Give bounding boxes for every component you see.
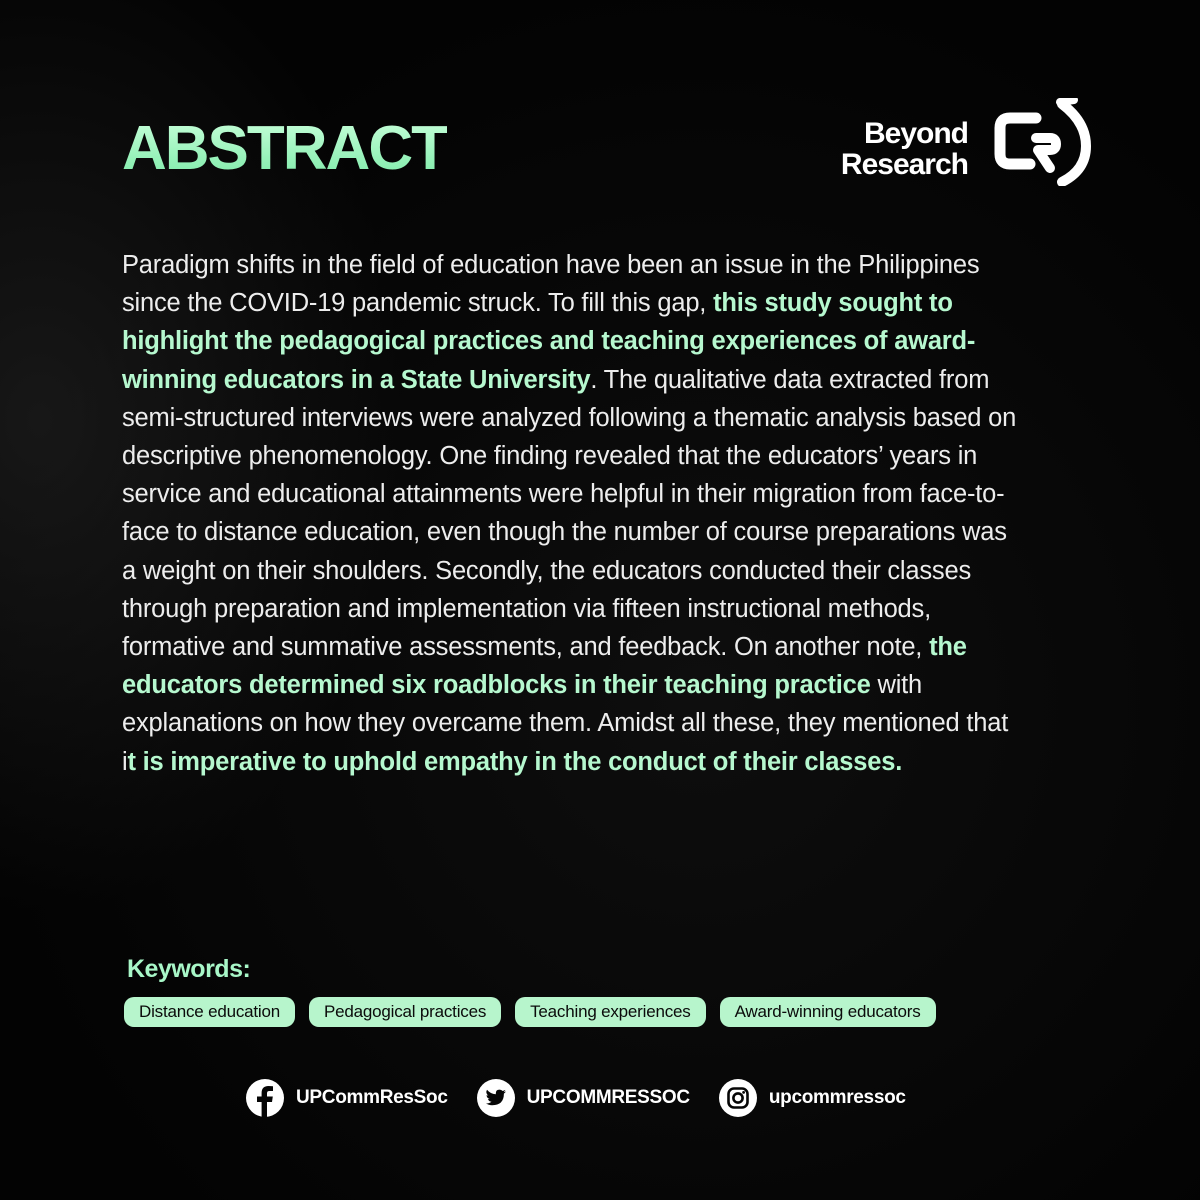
keyword-chip: Award-winning educators bbox=[720, 997, 936, 1027]
brand-line-1: Beyond bbox=[863, 117, 968, 150]
instagram-icon bbox=[718, 1078, 758, 1118]
facebook-icon bbox=[245, 1078, 285, 1118]
abstract-segment: . The qualitative data extracted from semi-structured interviews were analyzed following a thematic analysis based on descriptive phenomenology. One finding revealed that the educators’ years in service and educational attainments were helpful in their migration from face-to-face to distance education, even though the number of course preparations was a weight on their shoulders. Secondly, the educators conducted their classes through preparation and implementation via fifteen instructional methods, formative and summative assessments, and feedback. On another note, bbox=[122, 365, 1017, 662]
keywords-heading: Keywords: bbox=[127, 955, 251, 983]
brand-line-2: Research bbox=[840, 148, 968, 181]
social-links bbox=[245, 1078, 934, 1118]
abstract-text bbox=[122, 246, 1022, 781]
abstract-segment: with explanations on how they overcame them. Amidst all these, they mentioned that i bbox=[122, 671, 1009, 776]
keyword-chip: Pedagogical practices bbox=[309, 997, 501, 1027]
keyword-chip: Teaching experiences bbox=[515, 997, 705, 1027]
twitter-link[interactable] bbox=[476, 1078, 690, 1118]
facebook-link[interactable] bbox=[245, 1078, 448, 1118]
abstract-highlight: t is imperative to uphold empathy in the conduct of their classes. bbox=[127, 747, 903, 776]
facebook-handle: UPCommResSoc bbox=[296, 1087, 448, 1108]
brand-logo-icon bbox=[990, 98, 1094, 186]
page-title: ABSTRACT bbox=[122, 114, 447, 183]
brand-name bbox=[841, 118, 968, 180]
instagram-link[interactable] bbox=[718, 1078, 906, 1118]
twitter-handle: UPCOMMRESSOC bbox=[526, 1087, 690, 1108]
abstract-segment: Paradigm shifts in the field of education have been an issue in the Philippines since the COVID-19 pandemic struck. To fill this gap, bbox=[122, 251, 980, 318]
brand bbox=[800, 98, 1100, 188]
abstract-highlight: this study sought to highlight the pedagogical practices and teaching experiences of award-winning educators in a State University bbox=[122, 289, 976, 394]
abstract-highlight: the educators determined six roadblocks in their teaching practice bbox=[122, 633, 967, 700]
keywords-list bbox=[124, 997, 936, 1027]
twitter-icon bbox=[476, 1078, 516, 1118]
keyword-chip: Distance education bbox=[124, 997, 295, 1027]
instagram-handle: upcommressoc bbox=[768, 1087, 906, 1108]
